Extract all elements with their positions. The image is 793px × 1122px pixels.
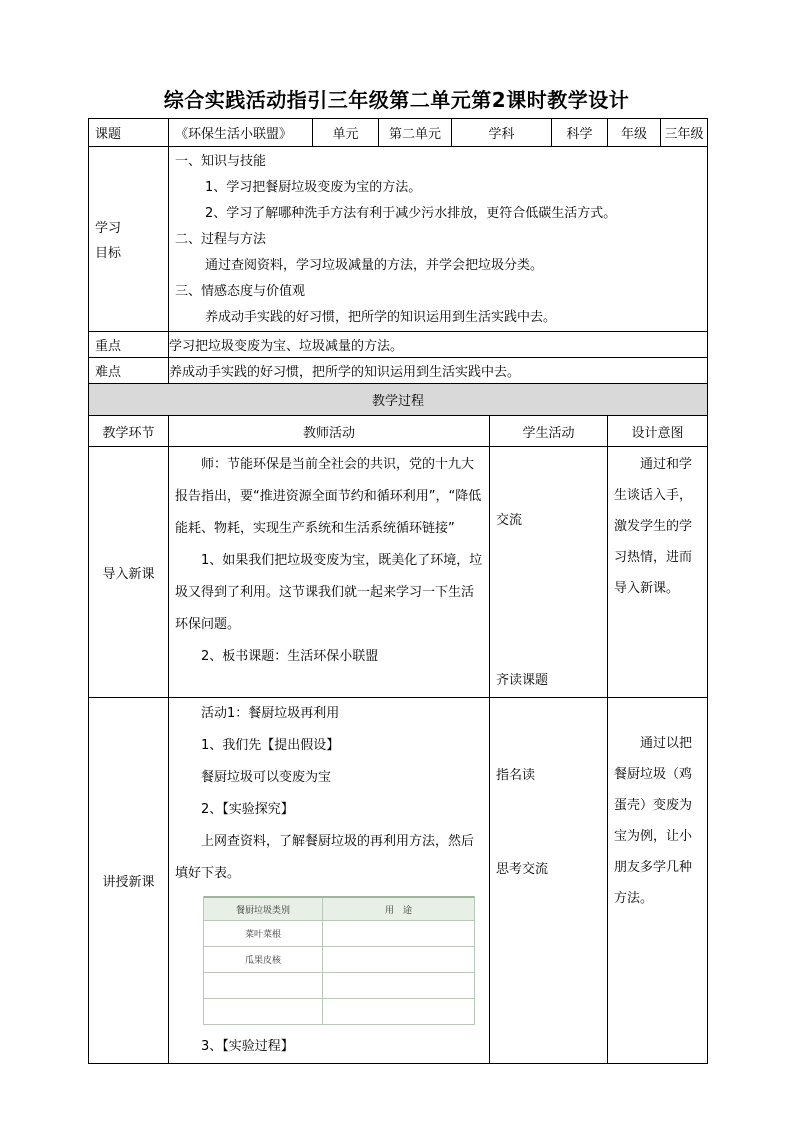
key-point-label: 重点 [89,332,169,358]
mini-col2-header: 用 途 [323,897,475,921]
intro-teacher-p2: 1、如果我们把垃圾变废为宝，既美化了环境，垃圾又得到了利用。这节课我们就一起来学习一下生活环保问题。 [175,553,483,632]
goals-content [169,147,708,332]
difficulty-label: 难点 [89,358,169,384]
intro-teacher-cell [169,447,490,698]
goal-heading-2: 二、过程与方法 [175,232,267,247]
intro-intent: 通过和学生谈话入手，激发学生的学习热情，进而导入新课。 [614,457,693,596]
lesson-student-cell [490,698,608,1064]
key-point-row [89,332,708,358]
header-row [89,119,708,147]
lesson-student-a: 指名读 [496,768,536,783]
lesson-row [89,698,708,1064]
lesson-activity: 活动1：餐厨垃圾再利用 [201,706,340,721]
process-heading: 教学过程 [89,384,708,416]
col-intent-header: 设计意图 [608,416,708,447]
goal-item-3: 通过查阅资料，学习垃圾减量的方法，并学会把垃圾分类。 [205,258,544,273]
goals-label [89,147,169,332]
lesson-research: 上网查资料，了解餐厨垃圾的再利用方法，然后填好下表。 [175,834,475,881]
page-title: 综合实践活动指引三年级第二单元第2课时教学设计 [163,88,630,112]
mini-col1-header: 餐厨垃圾类别 [204,897,323,921]
intro-teacher-p3: 2、板书课题：生活环保小联盟 [201,649,379,664]
kitchen-waste-table-image [203,896,475,1025]
lesson-intent-cell [608,698,708,1064]
col-stage-header: 教学环节 [89,416,169,447]
intro-student-cell [490,447,608,698]
goals-label-line2: 目标 [95,246,122,261]
mini-row-1: 菜叶菜根 [204,921,323,947]
goal-heading-3: 三、情感态度与价值观 [175,284,306,299]
lesson-step3: 3、【实验过程】 [201,1039,294,1054]
process-heading-row [89,384,708,416]
key-point-text: 学习把垃圾变废为宝、垃圾减量的方法。 [169,332,708,358]
topic-label: 课题 [89,119,169,147]
goal-item-1: 1、学习把餐厨垃圾变废为宝的方法。 [205,180,422,195]
mini-row-3 [204,973,323,999]
topic-value: 《环保生活小联盟》 [169,119,313,147]
unit-label: 单元 [313,119,379,147]
goals-label-line1: 学习 [95,221,122,236]
unit-value: 第二单元 [379,119,452,147]
goals-row [89,147,708,332]
intro-student-a: 交流 [496,513,523,528]
lesson-step1: 1、我们先【提出假设】 [201,738,340,753]
intro-intent-cell [608,447,708,698]
column-header-row [89,416,708,447]
intro-student-b: 齐读课题 [496,673,549,688]
intro-row [89,447,708,698]
col-student-header: 学生活动 [490,416,608,447]
goal-heading-1: 一、知识与技能 [175,154,267,169]
difficulty-row [89,358,708,384]
grade-label: 年级 [608,119,661,147]
intro-stage: 导入新课 [89,447,169,698]
subject-value: 科学 [552,119,608,147]
lesson-step2: 2、【实验探究】 [201,802,294,817]
lesson-hypothesis: 餐厨垃圾可以变废为宝 [201,770,332,785]
intro-teacher-p1: 师：节能环保是当前全社会的共识，党的十九大报告指出，要“推进资源全面节约和循环利用”，“降低能耗、物耗，实现生产系统和生活系统循环链接” [175,457,482,536]
lesson-intent: 通过以把餐厨垃圾（鸡蛋壳）变废为宝为例，让小朋友多学几种方法。 [614,736,693,906]
lesson-student-b: 思考交流 [496,862,549,877]
mini-row-4 [204,999,323,1025]
subject-label: 学科 [452,119,552,147]
mini-row-2: 瓜果皮核 [204,947,323,973]
col-teacher-header: 教师活动 [169,416,490,447]
lesson-teacher-cell [169,698,490,1064]
lesson-stage: 讲授新课 [89,698,169,1064]
goal-item-2: 2、学习了解哪种洗手方法有利于减少污水排放，更符合低碳生活方式。 [205,206,617,221]
difficulty-text: 养成动手实践的好习惯，把所学的知识运用到生活实践中去。 [169,358,708,384]
lesson-plan-table [88,118,708,1064]
grade-value: 三年级 [661,119,708,147]
goal-item-4: 养成动手实践的好习惯，把所学的知识运用到生活实践中去。 [205,310,557,325]
